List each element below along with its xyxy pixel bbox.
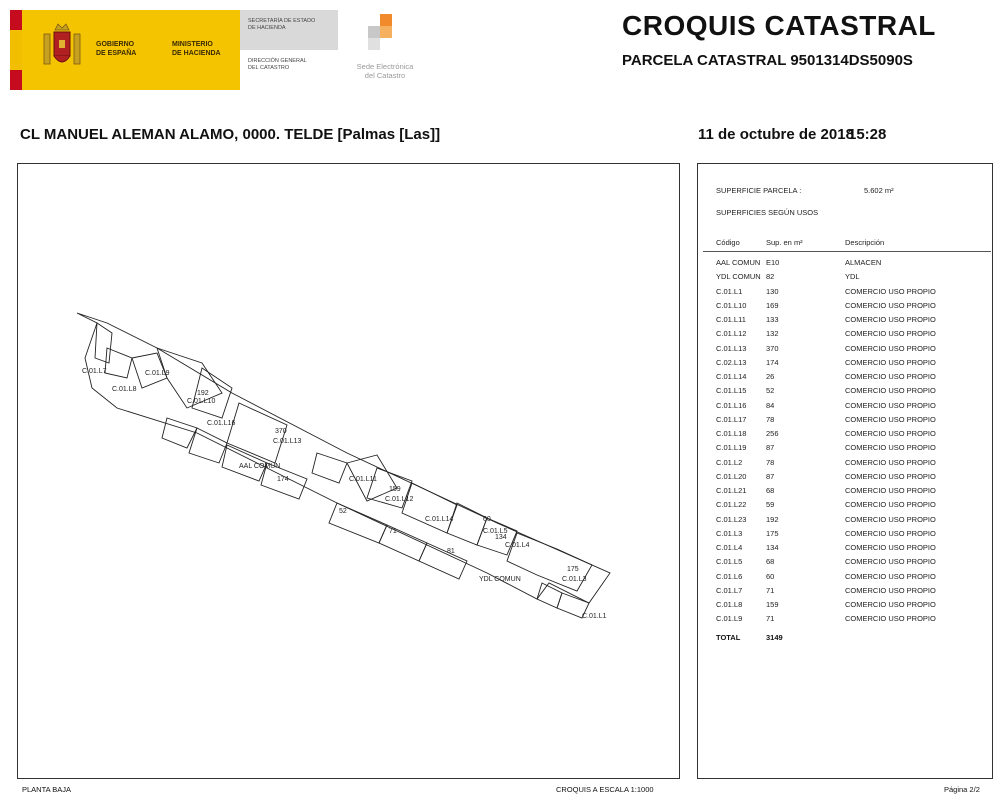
cell-code: AAL COMUN [716, 258, 761, 267]
cell-sup: 71 [766, 614, 775, 624]
map-label: 52 [339, 508, 347, 515]
cell-sup: 82 [766, 272, 775, 282]
column-header-surface: Sup. en m² [766, 238, 803, 247]
cell-desc: COMERCIO USO PROPIO [845, 571, 936, 581]
total-label: TOTAL [716, 633, 741, 642]
cell-desc: COMERCIO USO PROPIO [845, 429, 936, 438]
table-row [716, 257, 986, 271]
table-row [716, 514, 986, 528]
cell-sup: 133 [766, 315, 779, 324]
table-row [716, 471, 986, 485]
cell-desc: COMERCIO USO PROPIO [845, 528, 936, 538]
cell-desc: COMERCIO USO PROPIO [845, 357, 936, 367]
cell-sup: 87 [766, 443, 775, 453]
table-row [716, 613, 986, 627]
sede-electronica-label: Sede Electrónica del Catastro [356, 62, 414, 80]
cell-sup: 26 [766, 372, 775, 381]
cell-desc: COMERCIO USO PROPIO [845, 329, 936, 339]
table-row [716, 314, 986, 328]
table-row [716, 414, 986, 428]
table-row [716, 499, 986, 513]
map-label: C.01.L11 [349, 476, 377, 483]
cell-desc: COMERCIO USO PROPIO [845, 457, 936, 467]
cell-desc: COMERCIO USO PROPIO [845, 443, 936, 453]
cell-sup: 159 [766, 600, 779, 609]
cell-code: C.01.L12 [716, 329, 747, 339]
map-label: 71 [389, 528, 397, 535]
date: 11 de octubre de 2018 [698, 126, 854, 143]
map-label: C.01.L8 [112, 386, 137, 393]
cell-sup: 84 [766, 400, 775, 410]
parcel-outline [77, 313, 610, 603]
table-row [716, 400, 986, 414]
table-row [716, 328, 986, 342]
cell-desc: COMERCIO USO PROPIO [845, 400, 936, 410]
table-row [716, 357, 986, 371]
cell-sup: 87 [766, 471, 775, 481]
unit-outline [95, 323, 112, 363]
map-label: 192 [197, 390, 209, 397]
cell-sup: 68 [766, 486, 775, 495]
table-row [716, 385, 986, 399]
map-label: 60 [483, 516, 491, 523]
cell-code: C.01.L2 [716, 457, 743, 467]
gobierno-label: GOBIERNO DE ESPAÑA [96, 41, 137, 57]
table-row [716, 585, 986, 599]
cell-code: C.01.L16 [716, 400, 747, 410]
address: CL MANUEL ALEMAN ALAMO, 0000. TELDE [Palmas [Las]] [20, 126, 441, 143]
cell-sup: 132 [766, 329, 779, 339]
cell-desc: COMERCIO USO PROPIO [845, 315, 936, 324]
unit-outline [312, 453, 347, 483]
unit-outline [379, 525, 427, 561]
map-label: C.01.L4 [505, 542, 530, 549]
cell-desc: COMERCIO USO PROPIO [845, 386, 936, 396]
table-row [716, 599, 986, 613]
cell-sup: 52 [766, 386, 775, 396]
coat-of-arms-icon [40, 22, 84, 78]
cell-sup: 60 [766, 571, 775, 581]
cell-desc: ALMACEN [845, 258, 882, 267]
cell-sup: E10 [766, 258, 780, 267]
map-label: C.01.L1 [582, 613, 607, 620]
table-row [716, 556, 986, 570]
cell-sup: 130 [766, 286, 779, 296]
cell-code: C.01.L19 [716, 443, 747, 453]
cell-desc: YDL [845, 272, 860, 282]
table-row [716, 485, 986, 499]
map-label: 81 [447, 548, 455, 555]
cell-desc: COMERCIO USO PROPIO [845, 500, 936, 510]
table-row [716, 442, 986, 456]
cell-desc: COMERCIO USO PROPIO [845, 486, 936, 495]
cell-code: C.01.L1 [716, 286, 743, 296]
time: 15:28 [848, 126, 887, 143]
cell-code: C.01.L23 [716, 514, 747, 524]
cell-code: C.01.L9 [716, 614, 743, 624]
table-row [716, 286, 986, 300]
map-label: 134 [495, 534, 507, 541]
cell-desc: COMERCIO USO PROPIO [845, 414, 936, 424]
page-title: CROQUIS CATASTRAL [622, 10, 936, 41]
superficie-label: SUPERFICIE PARCELA : [716, 186, 802, 195]
cell-desc: COMERCIO USO PROPIO [845, 585, 936, 595]
map-label: C.01.L5 [483, 528, 508, 535]
cell-desc: COMERCIO USO PROPIO [845, 286, 936, 296]
unit-outline [419, 543, 467, 579]
column-header-description: Descripción [845, 238, 885, 247]
cell-code: C.01.L5 [716, 557, 743, 567]
table-row [716, 571, 986, 585]
cell-code: C.01.L15 [716, 386, 747, 396]
map-label: 370 [275, 428, 287, 435]
cell-sup: 78 [766, 414, 775, 424]
ministerio-label: MINISTERIO DE HACIENDA [172, 41, 221, 57]
cell-desc: COMERCIO USO PROPIO [845, 300, 936, 310]
cell-desc: COMERCIO USO PROPIO [845, 600, 936, 609]
sede-electronica-logo-icon [362, 14, 402, 54]
spain-flag-stripe [10, 10, 22, 90]
cell-code: C.01.L18 [716, 429, 747, 438]
column-header-code: Código [716, 238, 740, 247]
cell-desc: COMERCIO USO PROPIO [845, 614, 936, 624]
header-divider [703, 251, 991, 252]
map-label: C.01.L7 [82, 368, 107, 375]
table-row [716, 528, 986, 542]
cell-code: C.01.L13 [716, 343, 747, 353]
cell-code: C.01.L7 [716, 585, 743, 595]
table-row [716, 428, 986, 442]
cell-sup: 71 [766, 585, 775, 595]
cell-sup: 59 [766, 500, 775, 510]
table-row [716, 271, 986, 285]
table-row [716, 542, 986, 556]
cell-code: C.01.L10 [716, 300, 747, 310]
scale-label: CROQUIS A ESCALA 1:1000 [556, 785, 654, 794]
cell-desc: COMERCIO USO PROPIO [845, 514, 936, 524]
map-label: C.01.L13 [273, 438, 302, 445]
cell-sup: 174 [766, 357, 779, 367]
cell-desc: COMERCIO USO PROPIO [845, 471, 936, 481]
cell-code: C.01.L21 [716, 486, 747, 495]
map-label: C.01.L9 [145, 370, 170, 377]
superficie-value: 5.602 m² [864, 186, 894, 195]
unit-outline [402, 483, 457, 533]
cell-desc: COMERCIO USO PROPIO [845, 557, 936, 567]
map-label: 174 [277, 476, 289, 483]
map-label: YDL COMUN [479, 576, 521, 583]
cell-code: C.01.L6 [716, 571, 743, 581]
cell-code: C.01.L14 [716, 372, 747, 381]
cell-code: YDL COMUN [716, 272, 761, 282]
map-label: 159 [389, 486, 401, 493]
map-label: C.01.L12 [385, 496, 414, 503]
cell-sup: 169 [766, 300, 779, 310]
total-value: 3149 [766, 633, 783, 642]
unit-outline [329, 503, 387, 543]
cell-code: C.01.L8 [716, 600, 743, 609]
cell-sup: 78 [766, 457, 775, 467]
cell-code: C.01.L20 [716, 471, 747, 481]
usos-label: SUPERFICIES SEGÚN USOS [716, 208, 819, 217]
cell-desc: COMERCIO USO PROPIO [845, 343, 936, 353]
cell-code: C.01.L4 [716, 543, 743, 552]
cell-code: C.01.L17 [716, 414, 747, 424]
cell-desc: COMERCIO USO PROPIO [845, 543, 936, 552]
map-label: C.01.L3 [562, 576, 587, 583]
cell-sup: 68 [766, 557, 775, 567]
map-label: 175 [567, 566, 579, 573]
table-row [716, 343, 986, 357]
direccion-label: DIRECCIÓN GENERAL DEL CATASTRO [248, 58, 307, 71]
cell-code: C.02.L13 [716, 357, 747, 367]
cell-sup: 370 [766, 343, 779, 353]
map-label: C.01.L16 [207, 420, 236, 427]
cell-sup: 175 [766, 528, 779, 538]
cell-sup: 134 [766, 543, 779, 552]
floor-label: PLANTA BAJA [22, 785, 72, 794]
cell-sup: 256 [766, 429, 779, 438]
cell-code: C.01.L22 [716, 500, 747, 510]
map-label: C.01.L10 [187, 398, 216, 405]
map-label: C.01.L14 [425, 516, 454, 523]
cadastral-sketch [17, 163, 680, 779]
cell-sup: 192 [766, 514, 779, 524]
cell-code: C.01.L11 [716, 315, 746, 324]
table-row [716, 300, 986, 314]
cell-desc: COMERCIO USO PROPIO [845, 372, 936, 381]
table-row [716, 457, 986, 471]
map-label: AAL COMUN [239, 463, 281, 470]
parcel-reference: PARCELA CATASTRAL 9501314DS5090S [622, 52, 913, 69]
page-number: Página 2/2 [944, 785, 980, 794]
secretaria-label: SECRETARÍA DE ESTADO DE HACIENDA [248, 18, 316, 31]
cell-code: C.01.L3 [716, 528, 743, 538]
table-row [716, 371, 986, 385]
uses-table [716, 257, 986, 628]
